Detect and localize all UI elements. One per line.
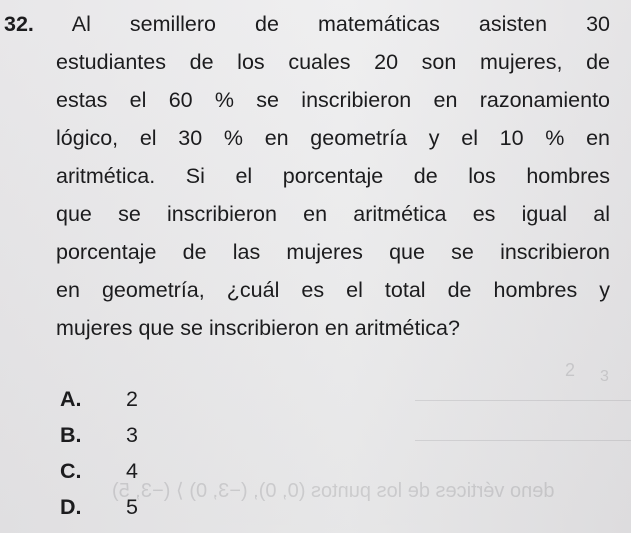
question-number: 32. bbox=[4, 12, 34, 36]
option-letter: A. bbox=[60, 387, 82, 411]
option-value: 5 bbox=[126, 495, 138, 519]
question-line: en geometría, ¿cuál es el total de hombres y bbox=[56, 278, 610, 302]
bleed-through-rule bbox=[415, 440, 631, 441]
option-c[interactable] bbox=[60, 459, 138, 484]
bleed-through-text: deno vértices de los puntos (0, 0), (−3, 0) ⟩ (−3, 5) bbox=[112, 480, 555, 502]
option-letter: B. bbox=[60, 423, 82, 447]
question-line: que se inscribieron en aritmética es igual al bbox=[56, 202, 610, 226]
option-d[interactable] bbox=[60, 495, 138, 520]
option-letter: D. bbox=[60, 495, 82, 519]
question-line: mujeres que se inscribieron en aritmética? bbox=[56, 316, 460, 340]
option-value: 4 bbox=[126, 459, 138, 483]
option-value: 2 bbox=[126, 387, 138, 411]
bleed-through-rule bbox=[415, 400, 631, 401]
question-line: 32. Al semillero de matemáticas asisten 30 bbox=[4, 12, 610, 36]
option-letter: C. bbox=[60, 459, 82, 483]
bleed-through-mark: 2 bbox=[565, 360, 576, 380]
option-a[interactable] bbox=[60, 387, 138, 412]
question-line: estudiantes de los cuales 20 son mujeres, de bbox=[56, 50, 610, 74]
question-line: aritmética. Si el porcentaje de los hombres bbox=[56, 164, 610, 188]
option-value: 3 bbox=[126, 423, 138, 447]
question-line: porcentaje de las mujeres que se inscribieron bbox=[56, 240, 610, 264]
bleed-through-mark: 3 bbox=[600, 368, 609, 385]
question-line: lógico, el 30 % en geometría y el 10 % en bbox=[56, 126, 610, 150]
question-line: estas el 60 % se inscribieron en razonamiento bbox=[56, 88, 610, 112]
option-b[interactable] bbox=[60, 423, 138, 448]
